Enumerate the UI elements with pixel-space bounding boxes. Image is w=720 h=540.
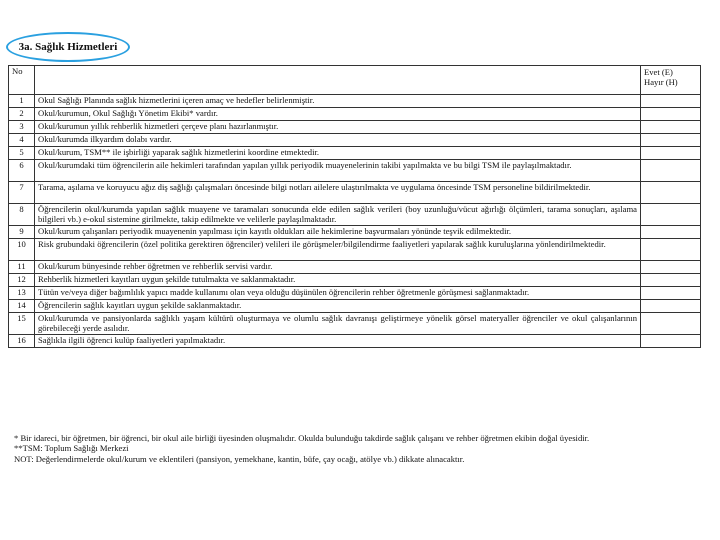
header-no: No (9, 66, 35, 95)
row-text: Okul Sağlığı Planında sağlık hizmetlerini içeren amaç ve hedefler belirlenmiştir. (35, 95, 641, 108)
answer-cell[interactable] (641, 108, 701, 121)
footnote-tsm: **TSM: Toplum Sağlığı Merkezi (14, 443, 129, 454)
section-title: 3a. Sağlık Hizmetleri (18, 41, 118, 53)
answer-cell[interactable] (641, 182, 701, 204)
row-text: Tarama, aşılama ve koruyucu ağız diş sağlığı çalışmaları öncesinde bilgi notları ailelere ulaştırılmakta ve uygulama öncesinde TSM personeline bildirilmektedir. (35, 182, 641, 204)
table-row (9, 239, 701, 261)
row-number: 14 (9, 300, 35, 313)
row-text: Okul/kurumun, Okul Sağlığı Yönetim Ekibi* vardır. (35, 108, 641, 121)
answer-cell[interactable] (641, 134, 701, 147)
table-row (9, 261, 701, 274)
row-number: 8 (9, 204, 35, 226)
header-answer-no: Hayır (H) (644, 77, 678, 87)
table-row (9, 134, 701, 147)
row-text: Okul/kurum bünyesinde rehber öğretmen ve rehberlik servisi vardır. (35, 261, 641, 274)
row-text: Okul/kurum, TSM** ile işbirliği yaparak sağlık hizmetlerini koordine etmektedir. (35, 147, 641, 160)
table-row (9, 274, 701, 287)
row-number: 4 (9, 134, 35, 147)
answer-cell[interactable] (641, 261, 701, 274)
answer-cell[interactable] (641, 313, 701, 335)
row-number: 13 (9, 287, 35, 300)
row-number: 12 (9, 274, 35, 287)
table-row (9, 108, 701, 121)
header-answer-yes: Evet (E) (644, 67, 673, 77)
row-text: Sağlıkla ilgili öğrenci kulüp faaliyetleri yapılmaktadır. (35, 335, 641, 348)
row-text: Öğrencilerin sağlık kayıtları uygun şekilde saklanmaktadır. (35, 300, 641, 313)
row-text: Risk grubundaki öğrencilerin (özel politika gerektiren öğrenciler) velileri ile görüşmeler/bilgilendirme faaliyetleri yapılarak sağlık kuruluşlarına yönlendirilmektedir. (35, 239, 641, 261)
answer-cell[interactable] (641, 274, 701, 287)
section-title-highlight (6, 32, 130, 62)
row-number: 15 (9, 313, 35, 335)
answer-cell[interactable] (641, 121, 701, 134)
row-number: 1 (9, 95, 35, 108)
answer-cell[interactable] (641, 204, 701, 226)
header-blank (35, 66, 641, 95)
row-number: 11 (9, 261, 35, 274)
row-text: Okul/kurum çalışanları periyodik muayenenin yapılması için kayıtlı oldukları aile hekimlerine başvurmaları yönünde teşvik edilmektedir. (35, 226, 641, 239)
checklist-table (8, 65, 701, 348)
row-text: Tütün ve/veya diğer bağımlılık yapıcı madde kullanımı olan veya olduğu düşünülen öğrencilerin rehber öğretmenle görüşmesi sağlanmaktadır. (35, 287, 641, 300)
row-number: 16 (9, 335, 35, 348)
row-text: Okul/kurumda ve pansiyonlarda sağlıklı yaşam kültürü oluşturmaya ve olumlu sağlık davranışı geliştirmeye yönelik görsel materyaller öğrenciler ve okul çalışanlarının görebileceği yerde asılıdır. (35, 313, 641, 335)
table-row (9, 160, 701, 182)
row-number: 7 (9, 182, 35, 204)
row-number: 3 (9, 121, 35, 134)
row-text: Okul/kurumdaki tüm öğrencilerin aile hekimleri tarafından yapılan yıllık periyodik muayenelerinin takibi yapılmakta ve bu bilgi TSM ile paylaşılmaktadır. (35, 160, 641, 182)
table-row (9, 300, 701, 313)
table-row (9, 147, 701, 160)
table-row (9, 95, 701, 108)
table-row (9, 313, 701, 335)
table-row (9, 335, 701, 348)
table-row (9, 182, 701, 204)
answer-cell[interactable] (641, 95, 701, 108)
row-text: Okul/kurumda ilkyardım dolabı vardır. (35, 134, 641, 147)
answer-cell[interactable] (641, 239, 701, 261)
answer-cell[interactable] (641, 335, 701, 348)
row-text: Öğrencilerin okul/kurumda yapılan sağlık muayene ve taramaları sonucunda elde edilen sağlık verileri (boy uzunluğu/vücut ağırlığı ölçümleri, tarama sonuçları, aşılama bilgileri vb.) e-okul sistemine girilmekte, takip edilmekte ve velilerle paylaşılmaktadır. (35, 204, 641, 226)
table-row (9, 287, 701, 300)
table-row (9, 121, 701, 134)
footnote-evaluation: NOT: Değerlendirmelerde okul/kurum ve eklentileri (pansiyon, yemekhane, kantin, büfe, çay ocağı, atölye vb.) dikkate alınacaktır. (14, 453, 465, 464)
table-row (9, 204, 701, 226)
row-number: 9 (9, 226, 35, 239)
answer-cell[interactable] (641, 160, 701, 182)
table-header-row (9, 66, 701, 95)
row-number: 2 (9, 108, 35, 121)
row-number: 6 (9, 160, 35, 182)
footnote-team: * Bir idareci, bir öğretmen, bir öğrenci, bir okul aile birliği üyesinden oluşmalıdır. Okulda bulunduğu takdirde sağlık çalışanı ve rehber öğretmen ekibin doğal üyesidir. (14, 433, 590, 443)
row-number: 10 (9, 239, 35, 261)
row-text: Okul/kurumun yıllık rehberlik hizmetleri çerçeve planı hazırlanmıştır. (35, 121, 641, 134)
table-row (9, 226, 701, 239)
footnotes (14, 433, 704, 464)
answer-cell[interactable] (641, 287, 701, 300)
header-answer (641, 66, 701, 95)
answer-cell[interactable] (641, 147, 701, 160)
answer-cell[interactable] (641, 300, 701, 313)
row-number: 5 (9, 147, 35, 160)
row-text: Rehberlik hizmetleri kayıtları uygun şekilde tutulmakta ve saklanmaktadır. (35, 274, 641, 287)
answer-cell[interactable] (641, 226, 701, 239)
